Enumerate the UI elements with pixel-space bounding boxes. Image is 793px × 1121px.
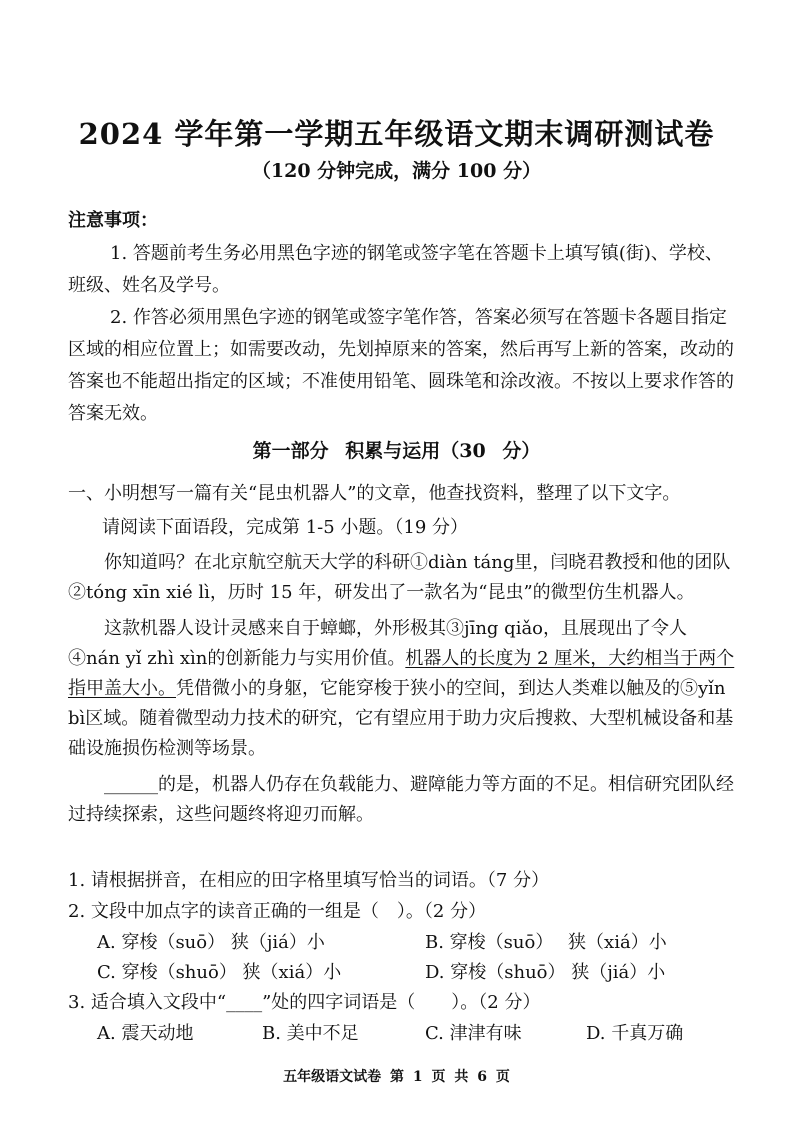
- passage-paragraph-1: 你知道吗？在北京航空航天大学的科研①diàn táng里，闫晓君教授和他的团队②tóng xīn xié lì，历时 15 年，研发出了一款名为“昆虫”的微型仿生机器人。: [68, 552, 731, 603]
- passage-paragraph-2: [68, 614, 738, 764]
- page-subtitle: （120 分钟完成，满分 100 分）: [251, 160, 542, 182]
- q3-option-a: A. 震天动地: [97, 1023, 194, 1044]
- q2-option-c: C. 穿梭（shuō） 狭（xiá）小: [97, 962, 342, 983]
- q3-option-d: D. 千真万确: [586, 1023, 684, 1044]
- q2-option-d: D. 穿梭（shuō） 狭（jiá）小: [425, 962, 666, 983]
- question-1: 1. 请根据拼音，在相应的田字格里填写恰当的词语。（7 分）: [68, 870, 550, 891]
- passage-paragraph-3: ______的是，机器人仍存在负载能力、避障能力等方面的不足。相信研究团队经过持续探索，这些问题终将迎刃而解。: [68, 774, 734, 825]
- question-2: 2. 文段中加点字的读音正确的一组是（ ）。（2 分）: [68, 901, 487, 922]
- question-3: 3. 适合填入文段中“____”处的四字词语是（ ）。（2 分）: [68, 992, 541, 1013]
- notice-item-1: 1. 答题前考生务必用黑色字迹的钢笔或签字笔在答题卡上填写镇(街)、学校、班级、姓名及学号。: [68, 243, 723, 296]
- part-title: 第一部分 积累与运用（30 分）: [252, 440, 541, 462]
- page-footer: 五年级语文试卷 第 1 页 共 6 页: [283, 1069, 510, 1085]
- q3-option-b: B. 美中不足: [262, 1023, 359, 1044]
- passage-text: 这款机器人设计灵感来自于蟑螂，外形极其③jīng qiǎo，且展现出了令人④nán yǐ zhì xìn的创新能力与实用价值。: [68, 618, 688, 669]
- q2-option-a: A. 穿梭（suō） 狭（jiá）小: [97, 932, 325, 953]
- q2-option-b: B. 穿梭（suō） 狭（xiá）小: [425, 932, 667, 953]
- question-instruction: 请阅读下面语段，完成第 1-5 小题。（19 分）: [102, 517, 469, 538]
- notice-item-2: 2. 作答必须用黑色字迹的钢笔或签字笔作答，答案必须写在答题卡各题目指定区域的相应位置上；如需要改动，先划掉原来的答案，然后再写上新的答案，改动的答案也不能超出指定的区域；不准使用铅笔、圆珠笔和涂改液。不按以上要求作答的答案无效。: [68, 307, 734, 424]
- notice-heading: 注意事项：: [68, 210, 158, 231]
- underlined-sentence: 机器人的长度为 2 厘米，大约相当于两个指甲盖大小。: [68, 648, 735, 699]
- passage-text: 凭借微小的身躯，它能穿梭于狭小的空间，到达人类难以触及的⑤yǐn bì区域。随着微型动力技术的研究，它有望应用于助力灾后搜救、大型机械设备和基础设施损伤检测等场景。: [68, 678, 734, 759]
- page-title: 2024 学年第一学期五年级语文期末调研测试卷: [78, 117, 715, 151]
- reading-passage: [68, 548, 738, 830]
- question-intro: 一、小明想写一篇有关“昆虫机器人”的文章，他查找资料，整理了以下文字。: [68, 483, 681, 504]
- q3-option-c: C. 津津有味: [425, 1023, 522, 1044]
